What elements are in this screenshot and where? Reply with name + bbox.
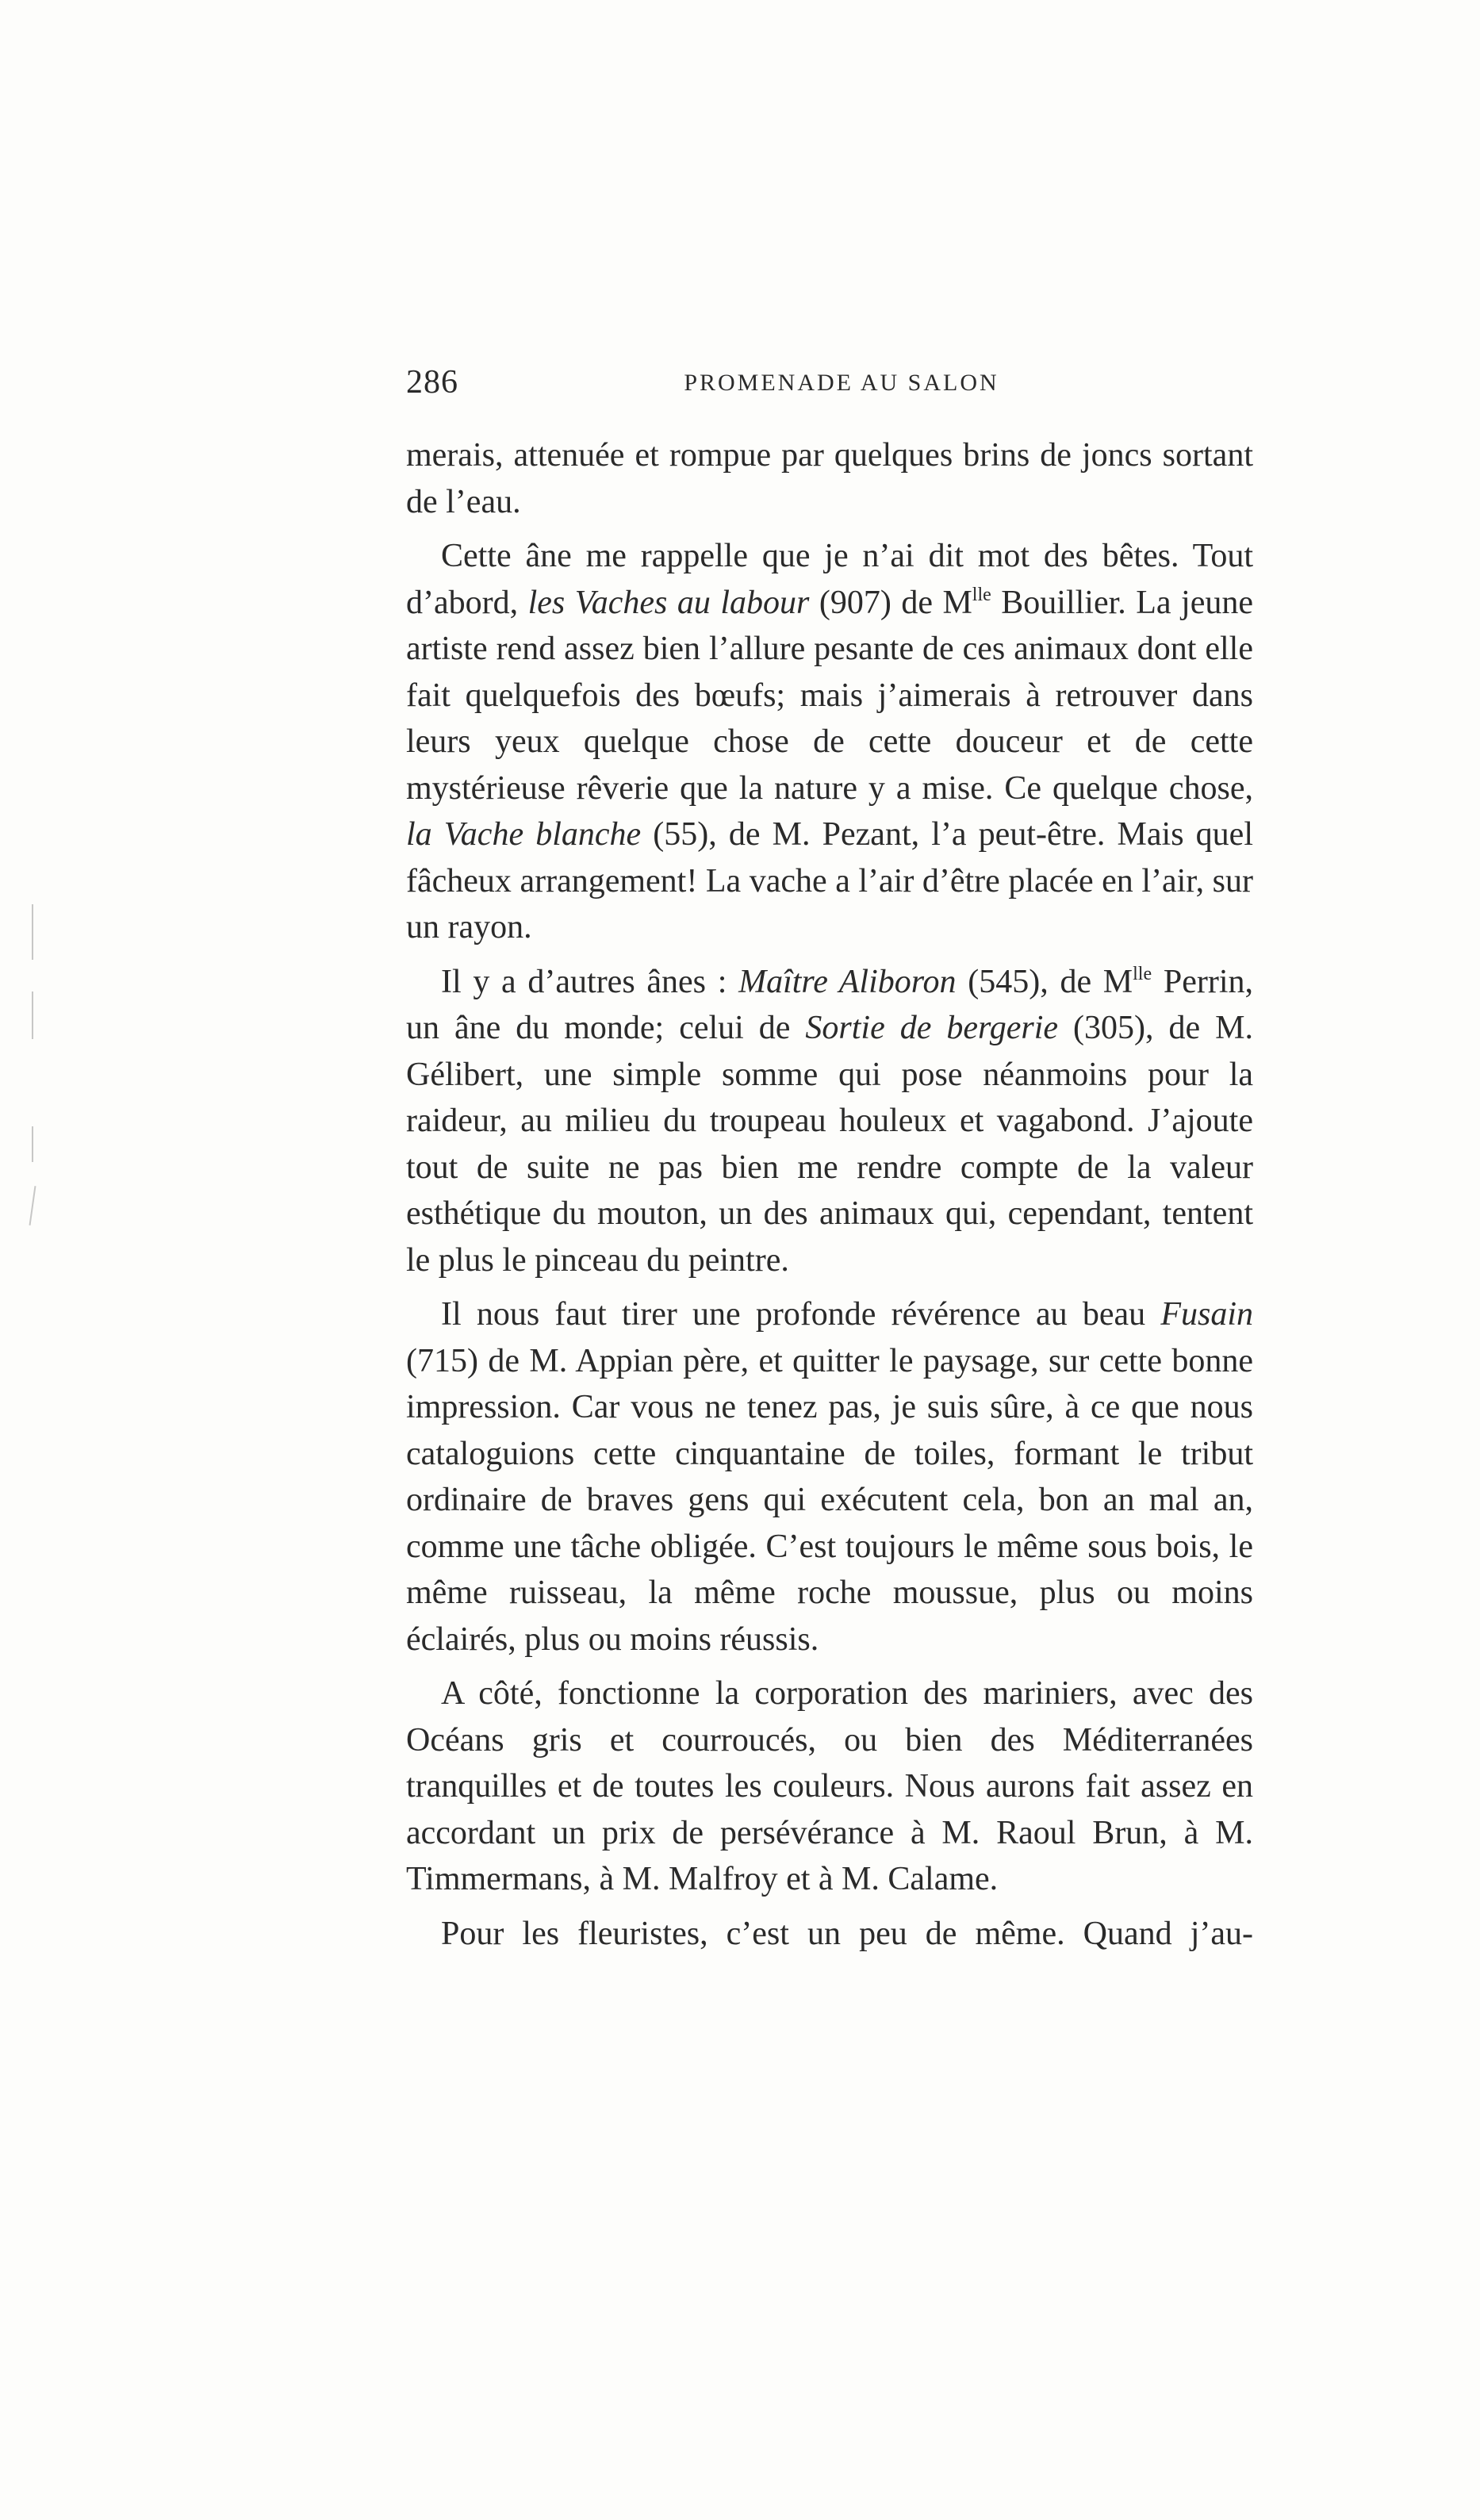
paragraph: Il nous faut tirer une profonde révérence au beau Fusain (715) de M. Appian père, et quitter le paysage, sur cette bonne impression. Car vous ne tenez pas, je suis sûre, à ce que nous cataloguions cette cinquantaine de toiles, formant le tribut ordinaire de braves gens qui exécutent cela, bon an mal an, comme une tâche obligée. C’est toujours le même sous bois, le même ruisseau, la même roche moussue, plus ou moins éclairés, plus ou moins réussis. — [406, 1296, 1253, 1658]
margin-mark — [32, 992, 33, 1039]
paragraph: merais, attenuée et rompue par quelques brins de joncs sortant de l’eau. — [406, 437, 1253, 520]
superscript: lle — [1133, 963, 1152, 984]
page-header — [406, 363, 1253, 419]
paragraph: Pour les fleuristes, c’est un peu de même. Quand j’au- — [441, 1915, 1253, 1952]
paragraph: Cette âne me rappelle que je n’ai dit mot des bêtes. Tout d’abord, les Vaches au labour (907) de $M^{lle}$ Bouillier. La jeune artiste rend assez bien l’allure pesante de ces animaux dont elle fait quelquefois des bœufs; mais j’aimerais à retrouver dans leurs yeux quelque chose de cette douceur et de cette mystérieuse rêverie que la nature y a mise. Ce quelque chose, la Vache blanche (55), de M. Pezant, l’a peut-être. Mais quel fâcheux arrangement! La vache a l’air d’être placée en l’air, sur un rayon. — [406, 538, 1254, 945]
artwork-title: Fusain — [1160, 1296, 1253, 1333]
paragraph: A côté, fonctionne la corporation des mariniers, avec des Océans gris et courroucés, ou bien des Méditerranées tranquilles et de toutes les couleurs. Nous aurons fait assez en accordant un prix de persévérance à M. Raoul Brun, à M. Timmermans, à M. Malfroy et à M. Calame. — [406, 1675, 1253, 1897]
page-number: 286 — [406, 364, 458, 401]
running-title: PROMENADE AU SALON — [684, 370, 999, 396]
artwork-title: Sortie de bergerie — [805, 1010, 1059, 1046]
body-text — [406, 432, 1253, 1965]
artwork-title: Maître Aliboron — [738, 963, 957, 1000]
margin-mark — [32, 904, 33, 960]
margin-mark — [32, 1126, 33, 1162]
artwork-title: la Vache blanche — [406, 816, 642, 853]
artwork-title: les Vaches au labour — [527, 584, 810, 621]
paragraph: Il y a d’autres ânes : Maître Aliboron (545), de $M^{lle}$ Perrin, un âne du monde; celui de Sortie de bergerie (305), de M. Gélibert, une simple somme qui pose néanmoins pour la raideur, au milieu du troupeau houleux et vagabond. J’ajoute tout de suite ne pas bien me rendre compte de la valeur esthétique du mouton, un des animaux qui, cependant, tentent le plus le pinceau du peintre. — [406, 963, 1253, 1279]
margin-mark — [29, 1186, 36, 1225]
superscript: lle — [972, 584, 991, 605]
